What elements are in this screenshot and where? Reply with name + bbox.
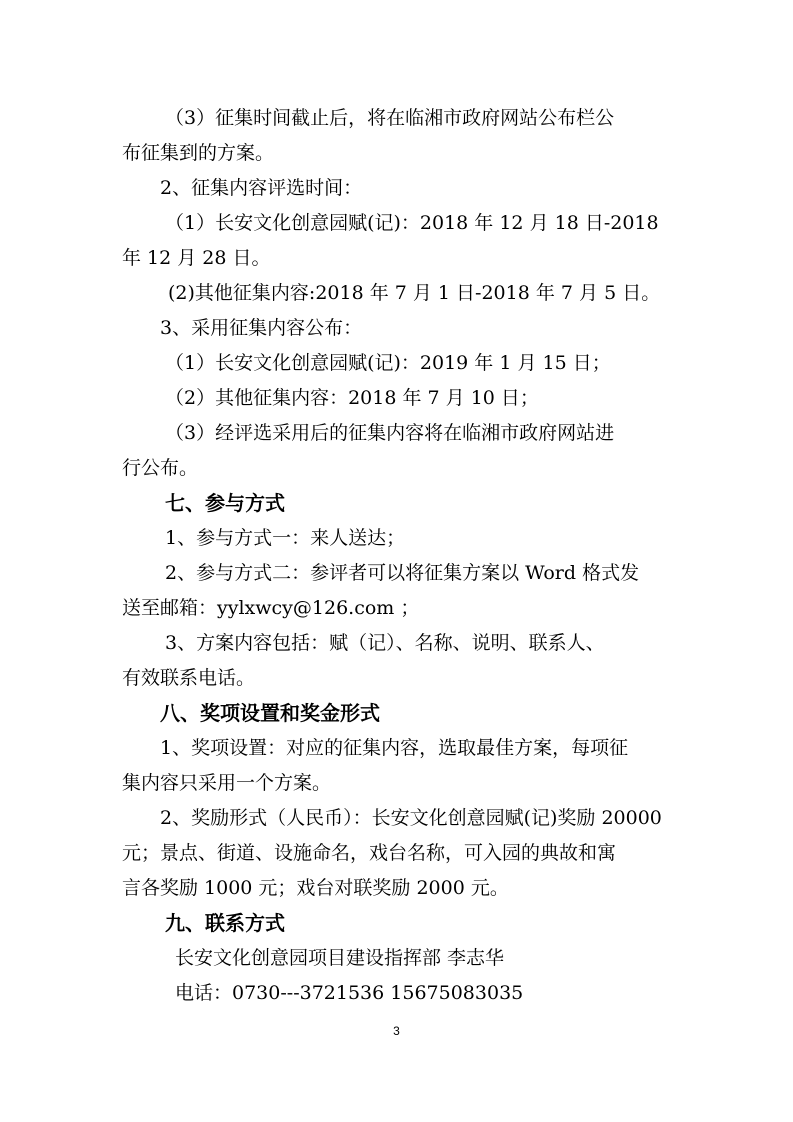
- text-line: 元；景点、街道、设施命名，戏台名称，可入园的典故和寓: [122, 842, 617, 864]
- contact-phone-line: 电话：0730---3721536 15675083035: [175, 982, 524, 1004]
- text-line: 行公布。: [122, 457, 199, 479]
- text-line: （3）经评选采用后的征集内容将在临湘市政府网站进: [165, 422, 615, 444]
- text-line: 3、采用征集内容公布：: [160, 317, 363, 339]
- section-heading-awards: 八、奖项设置和奖金形式: [160, 701, 380, 725]
- text-line: 送至邮箱：yylxwcy@126.com ；: [122, 597, 420, 619]
- text-line: 集内容只采用一个方案。: [122, 772, 332, 794]
- text-line: （1）长安文化创意园赋(记)：2018 年 12 月 18 日-2018: [165, 212, 659, 234]
- contact-name-line: 长安文化创意园项目建设指挥部 李志华: [175, 947, 505, 969]
- text-line: （3）征集时间截止后，将在临湘市政府网站公布栏公: [165, 107, 615, 129]
- text-line: 2、参与方式二：参评者可以将征集方案以 Word 格式发: [165, 562, 640, 584]
- text-line: 1、参与方式一：来人送达；: [165, 527, 406, 549]
- text-line: 3、方案内容包括：赋（记）、名称、说明、联系人、: [165, 632, 605, 654]
- page-number: 3: [393, 1024, 400, 1038]
- text-line: 布征集到的方案。: [122, 142, 275, 164]
- text-line: 2、征集内容评选时间：: [160, 177, 363, 199]
- text-line: 1、奖项设置：对应的征集内容，选取最佳方案，每项征: [160, 737, 629, 759]
- text-line: (2)其他征集内容:2018 年 7 月 1 日-2018 年 7 月 5 日。: [168, 282, 661, 304]
- text-line: 言各奖励 1000 元；戏台对联奖励 2000 元。: [122, 877, 509, 899]
- text-line: （1）长安文化创意园赋(记)：2019 年 1 月 15 日；: [165, 352, 611, 374]
- text-line: 2、奖励形式（人民币）：长安文化创意园赋(记)奖励 20000: [160, 807, 662, 829]
- text-line: （2）其他征集内容：2018 年 7 月 10 日；: [165, 387, 539, 409]
- text-line: 有效联系电话。: [122, 667, 256, 689]
- section-heading-contact: 九、联系方式: [165, 911, 285, 935]
- text-line: 年 12 月 28 日。: [122, 247, 271, 269]
- section-heading-participation: 七、参与方式: [165, 491, 285, 515]
